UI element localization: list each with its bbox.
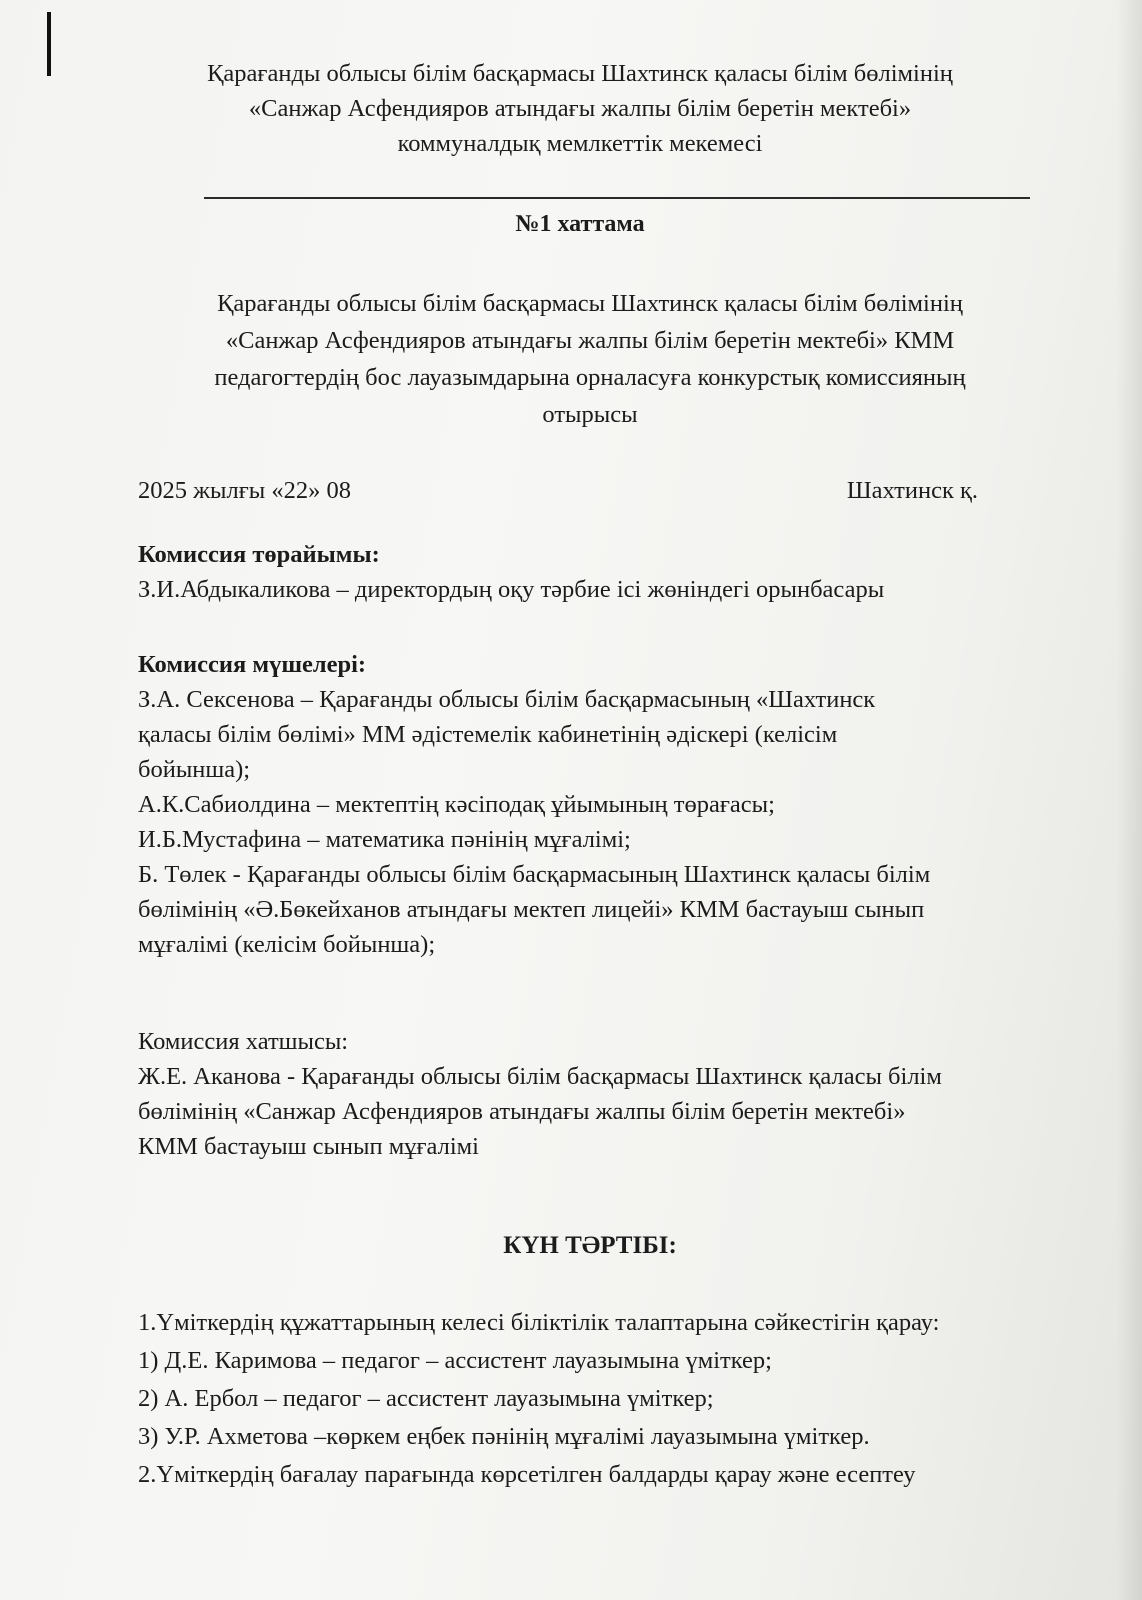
- secretary-section: [138, 1024, 1098, 1164]
- meeting-title-line-2: «Санжар Асфендияров атындағы жалпы білім беретін мектебі» КММ: [225, 327, 955, 354]
- meeting-date: 2025 жылғы «22» 08: [138, 477, 351, 504]
- header-divider: [204, 197, 1030, 199]
- header-line-2: «Санжар Асфендияров атындағы жалпы білім беретін мектебі»: [248, 95, 912, 122]
- secretary-line: бөлімінің «Санжар Асфендияров атындағы жалпы білім беретін мектебі»: [138, 1098, 906, 1125]
- organization-header: [150, 56, 1010, 161]
- members-line: бойынша);: [138, 756, 251, 783]
- agenda-item: 2) А. Ербол – педагог – ассистент лауазымына үміткер;: [138, 1385, 714, 1412]
- meeting-title-line-3: педагогтердің бос лауазымдарына орналасуға конкурстық комиссияның: [214, 364, 966, 391]
- agenda-list: [138, 1304, 1118, 1494]
- margin-mark: [47, 12, 51, 76]
- members-line: бөлімінің «Ә.Бөкейханов атындағы мектеп лицейі» КММ бастауыш сынып: [138, 896, 925, 923]
- agenda-item: 2.Үміткердің бағалау парағында көрсетілген балдарды қарау және есептеу: [138, 1461, 916, 1488]
- agenda-title: КҮН ТӘРТІБІ:: [503, 1232, 677, 1259]
- secretary-line: Ж.Е. Аканова - Қарағанды облысы білім басқармасы Шахтинск қаласы білім: [138, 1063, 942, 1090]
- protocol-number: №1 хаттама: [515, 211, 645, 237]
- members-line: мұғалімі (келісім бойынша);: [138, 931, 436, 958]
- meeting-title-line-4: отырысы: [542, 401, 638, 428]
- members-line: қаласы білім бөлімі» ММ әдістемелік кабинетінің әдіскері (келісім: [138, 721, 838, 748]
- members-heading: Комиссия мүшелері:: [138, 651, 367, 678]
- header-line-3: коммуналдық мемлкеттік мекемесі: [397, 130, 763, 157]
- meeting-title-line-1: Қарағанды облысы білім басқармасы Шахтинск қаласы білім бөлімінің: [217, 290, 963, 317]
- date-place-line: [138, 474, 978, 508]
- secretary-heading: Комиссия хатшысы:: [138, 1028, 349, 1055]
- agenda-item: 1.Үміткердің құжаттарының келесі біліктілік талаптарына сәйкестігін қарау:: [138, 1309, 940, 1336]
- agenda-item: 3) У.Р. Ахметова –көркем еңбек пәнінің мұғалімі лауазымына үміткер.: [138, 1423, 870, 1450]
- members-line: А.К.Сабиолдина – мектептің кәсіподақ ұйымының төрағасы;: [138, 791, 775, 818]
- members-line: З.А. Сексенова – Қарағанды облысы білім басқармасының «Шахтинск: [138, 686, 876, 713]
- page-edge-shadow: [1116, 0, 1142, 1600]
- meeting-title: [150, 285, 1030, 433]
- members-line: Б. Төлек - Қарағанды облысы білім басқармасының Шахтинск қаласы білім: [138, 861, 931, 888]
- chair-heading: Комиссия төрайымы:: [138, 541, 380, 568]
- members-section: [138, 647, 1098, 962]
- secretary-line: КММ бастауыш сынып мұғалімі: [138, 1133, 479, 1160]
- meeting-city: Шахтинск қ.: [846, 477, 978, 504]
- members-line: И.Б.Мустафина – математика пәнінің мұғалімі;: [138, 826, 631, 853]
- agenda-item: 1) Д.Е. Каримова – педагог – ассистент лауазымына үміткер;: [138, 1347, 772, 1374]
- chair-section: [138, 537, 1098, 607]
- chair-text: З.И.Абдыкаликова – директордың оқу тәрбие ісі жөніндегі орынбасары: [138, 576, 885, 603]
- header-line-1: Қарағанды облысы білім басқармасы Шахтинск қаласы білім бөлімінің: [207, 60, 953, 87]
